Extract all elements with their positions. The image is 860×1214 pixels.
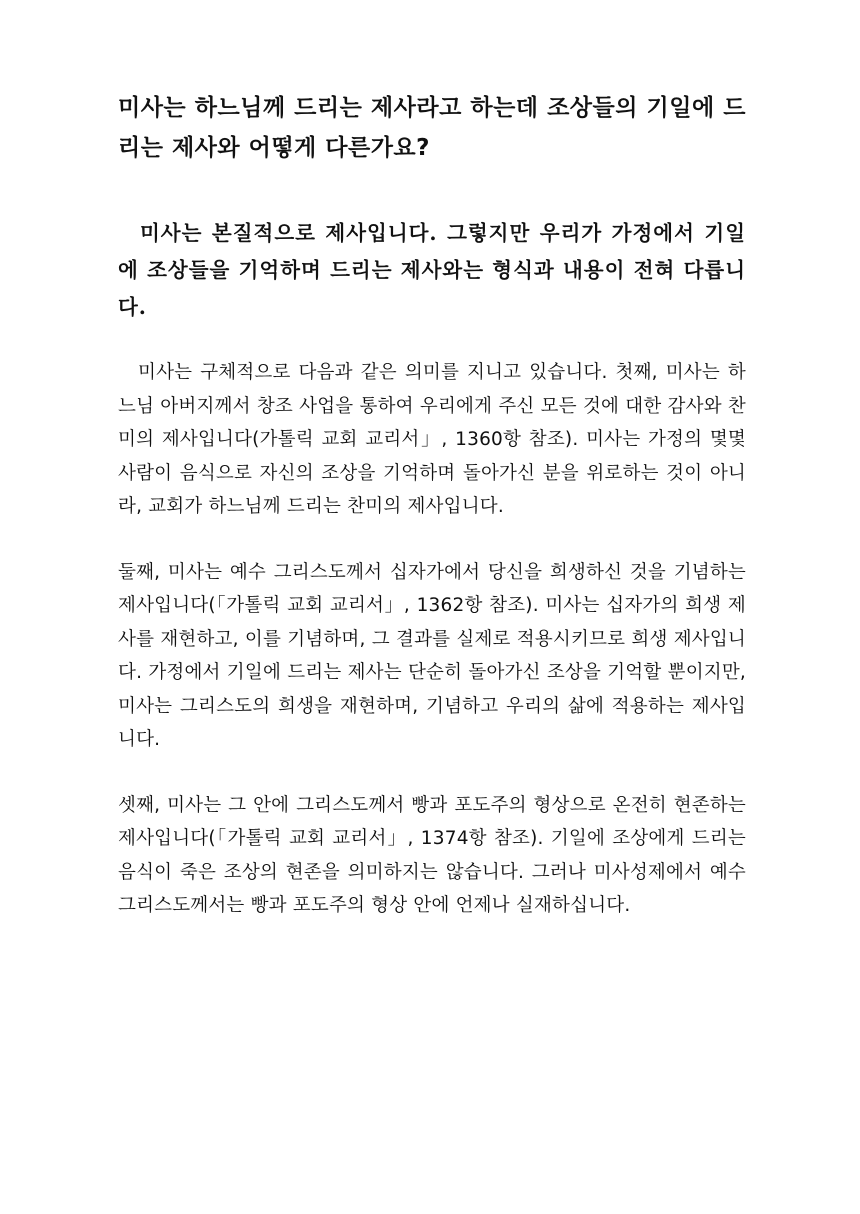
body-paragraph-1: 미사는 구체적으로 다음과 같은 의미를 지니고 있습니다. 첫째, 미사는 하느님 아버지께서 창조 사업을 통하여 우리에게 주신 모든 것에 대한 감사와 찬미의 제사입니다(가톨릭 교회 교리서」, 1360항 참조). 미사는 가정의 몇몇 사람이 음식으로 자신의 조상을 기억하며 돌아가신 분을 위로하는 것이 아니라, 교회가 하느님께 드리는 찬미의 제사입니다.: [118, 362, 746, 517]
question-title: 미사는 하느님께 드리는 제사라고 하는데 조상들의 기일에 드리는 제사와 어떻게 다른가요?: [118, 95, 746, 161]
answer-lead: 미사는 본질적으로 제사입니다. 그렇지만 우리가 가정에서 기일에 조상들을 기억하며 드리는 제사와는 형식과 내용이 전혀 다릅니다.: [118, 221, 746, 319]
document-page: [118, 88, 746, 923]
body-paragraph-3: 셋째, 미사는 그 안에 그리스도께서 빵과 포도주의 형상으로 온전히 현존하는 제사입니다(「가톨릭 교회 교리서」, 1374항 참조). 기일에 조상에게 드리는 음식이 죽은 조상의 현존을 의미하지는 않습니다. 그러나 미사성제에서 예수 그리스도께서는 빵과 포도주의 형상 안에 언제나 실재하십니다.: [118, 794, 746, 916]
body-paragraph-2: 둘째, 미사는 예수 그리스도께서 십자가에서 당신을 희생하신 것을 기념하는 제사입니다(「가톨릭 교회 교리서」, 1362항 참조). 미사는 십자가의 희생 제사를 재현하고, 이를 기념하며, 그 결과를 실제로 적용시키므로 희생 제사입니다. 가정에서 기일에 드리는 제사는 단순히 돌아가신 조상을 기억할 뿐이지만, 미사는 그리스도의 희생을 재현하며, 기념하고 우리의 삶에 적용하는 제사입니다.: [118, 561, 746, 750]
